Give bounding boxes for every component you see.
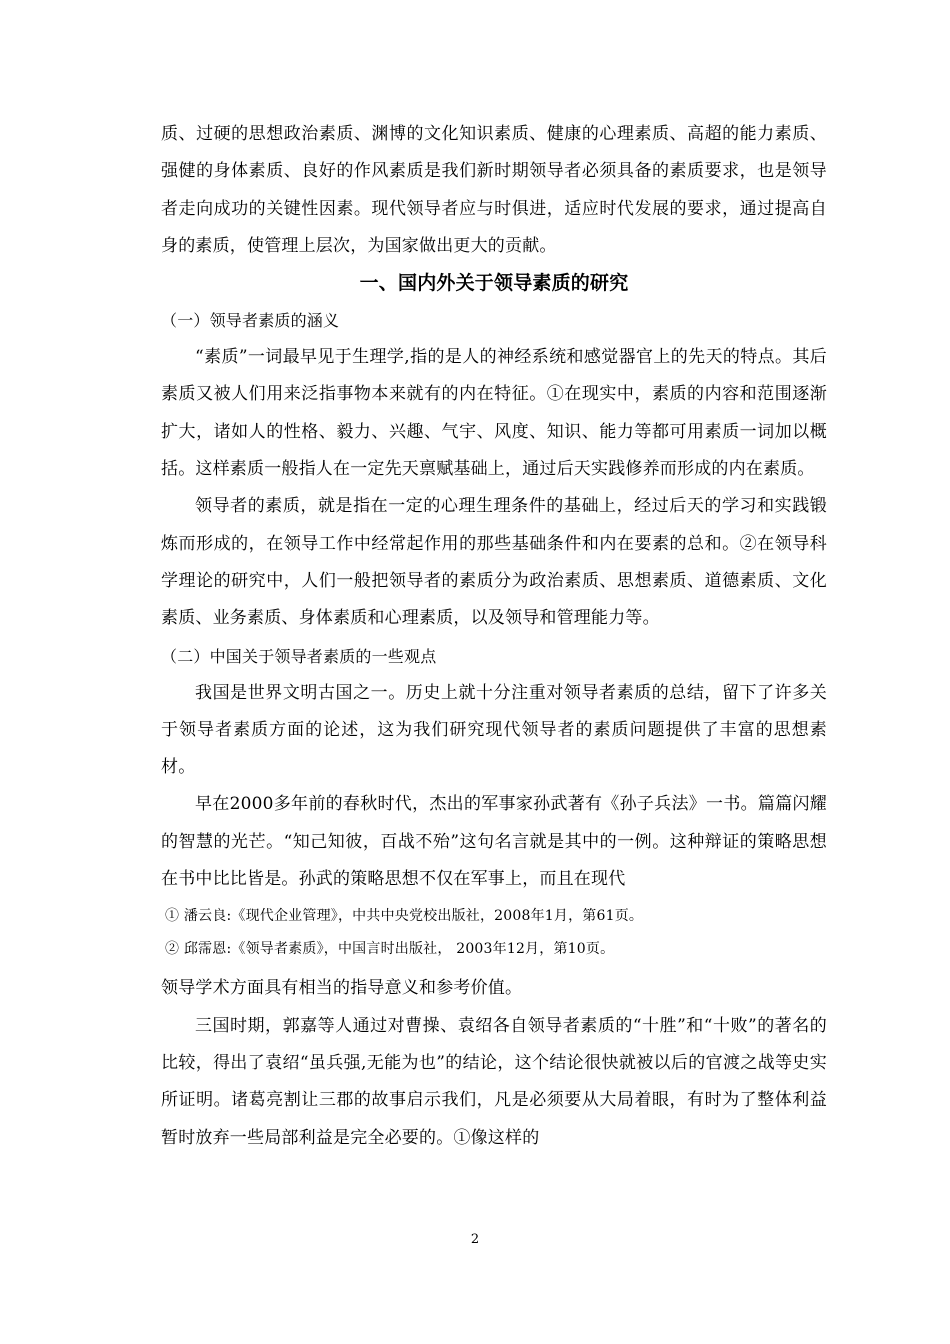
section-title: 一、国内外关于领导素质的研究 — [359, 272, 629, 295]
footnote-1: ① 潘云良:《现代企业管理》，中共中央党校出版社，2008年1月，第61页。 — [165, 908, 644, 925]
paragraph-top: 质、过硬的思想政治素质、渊博的文化知识素质、健康的心理素质、高超的能力素质、强健的身体素质、良好的作风素质是我们新时期领导者必须具备的素质要求，也是领导者走向成功的关键性因素。现代领导者应与时俱进，适应时代发展的要求，通过提高自身的素质，使管理上层次，为国家做出更大的贡献。 — [161, 124, 827, 256]
paragraph-sub2-2: 早在2000多年前的春秋时代，杰出的军事家孙武著有《孙子兵法》一书。篇篇闪耀的智慧的光芒。“知己知彼，百战不殆”这句名言就是其中的一例。这种辩证的策略思想在书中比比皆是。孙武的策略思想不仅在军事上，而且在现代 — [161, 794, 827, 890]
footnotes — [161, 900, 827, 966]
subsection-title-1: （一）领导者素质的涵义 — [161, 311, 340, 331]
paragraph-sub2-1: 我国是世界文明古国之一。历史上就十分注重对领导者素质的总结，留下了许多关于领导者素质方面的论述，这为我们研究现代领导者的素质问题提供了丰富的思想素材。 — [161, 682, 827, 778]
paragraph-sub1-2: 领导者的素质，就是指在一定的心理生理条件的基础上，经过后天的学习和实践锻炼而形成的，在领导工作中经常起作用的那些基础条件和内在要素的总和。②在领导科学理论的研究中，人们一般把领导者的素质分为政治素质、思想素质、道德素质、文化素质、业务素质、身体素质和心理素质，以及领导和管理能力等。 — [161, 496, 827, 629]
paragraph-bottom: 三国时期，郭嘉等人通过对曹操、袁绍各自领导者素质的“十胜”和“十败”的著名的比较，得出了袁绍“虽兵强,无能为也”的结论，这个结论很快就被以后的官渡之战等史实所证明。诸葛亮割让三郡的故事启示我们，凡是必须要从大局着眼，有时为了整体利益暂时放弃一些局部利益是完全必要的。①像这样的 — [161, 1015, 827, 1148]
page-number: 2 — [470, 1232, 480, 1247]
paragraph-continuation: 领导学术方面具有相当的指导意义和参考价值。 — [161, 978, 523, 999]
body-text — [161, 116, 827, 1157]
paragraph-sub1-1: “素质”一词最早见于生理学,指的是人的神经系统和感觉器官上的先天的特点。其后素质又被人们用来泛指事物本来就有的内在特征。①在现实中，素质的内容和范围逐渐扩大，诸如人的性格、毅力、兴趣、气宇、风度、知识、能力等都可用素质一词加以概括。这样素质一般指人在一定先天禀赋基础上，通过后天实践修养而形成的内在素质。 — [161, 347, 827, 480]
subsection-title-2: （二）中国关于领导者素质的一些观点 — [161, 646, 437, 666]
footnote-2: ② 邱霈恩:《领导者素质》，中国言时出版社， 2003年12月，第10页。 — [165, 941, 615, 958]
